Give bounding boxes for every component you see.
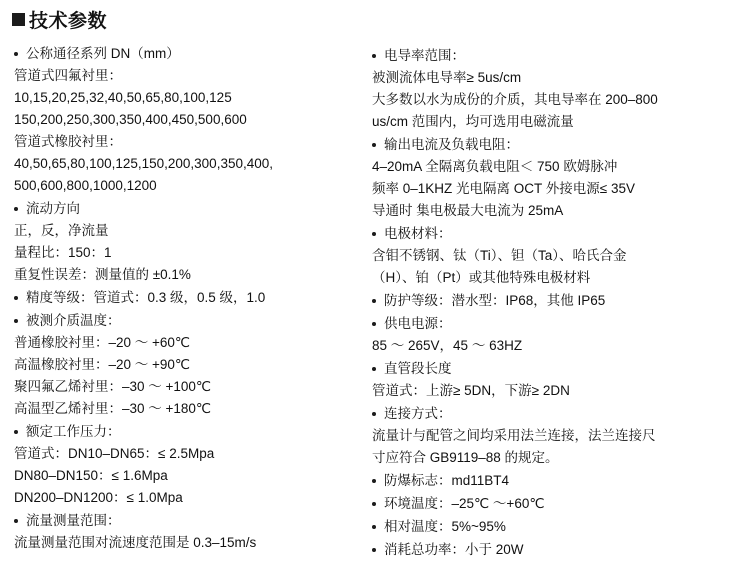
spec-line: 40,50,65,80,100,125,150,200,300,350,400, [14, 156, 273, 171]
spec-lines [10, 65, 350, 197]
spec-heading: 防护等级：潜水型：IP68，其他 IP65 [368, 290, 708, 312]
spec-line: 高温型乙烯衬里：–30 ～ +180℃ [14, 401, 212, 416]
page-title-text: 技术参数 [29, 11, 108, 32]
spec-heading: 防爆标志：md11BT4 [368, 470, 708, 492]
spec-lines [10, 220, 350, 286]
spec-line: 500,600,800,1000,1200 [14, 178, 157, 193]
spec-entry [368, 539, 708, 561]
spec-heading: 流量测量范围： [10, 510, 350, 532]
spec-entry [368, 493, 708, 515]
spec-line: us/cm 范围内，均可选用电磁流量 [372, 114, 574, 129]
spec-line: 4–20mA 全隔离负载电阻＜ 750 欧姆脉冲 [372, 159, 618, 174]
spec-entry [10, 421, 350, 509]
spec-entry [368, 223, 708, 289]
spec-line: 重复性误差：测量值的 ±0.1% [14, 267, 191, 282]
spec-heading: 公称通径系列 DN（mm） [10, 43, 350, 65]
spec-lines [368, 156, 708, 222]
spec-entry [368, 313, 708, 357]
spec-line: 大多数以水为成份的介质，其电导率在 200–800 [372, 92, 658, 107]
spec-columns [10, 43, 729, 562]
spec-line: 管道式：DN10–DN65：≤ 2.5Mpa [14, 446, 215, 461]
spec-entry [368, 134, 708, 222]
spec-line: 流量测量范围对流速度范围是 0.3–15m/s [14, 535, 257, 550]
spec-entry [368, 403, 708, 469]
spec-heading: 精度等级：管道式：0.3 级，0.5 级，1.0 [10, 287, 350, 309]
spec-entry [368, 45, 708, 133]
spec-heading: 流动方向 [10, 198, 350, 220]
spec-heading: 电导率范围： [368, 45, 708, 67]
spec-line: 导通时 集电极最大电流为 25mA [372, 203, 564, 218]
spec-line: （H）、铂（Pt）或其他特殊电极材料 [372, 270, 591, 285]
spec-line: 量程比：150：1 [14, 245, 112, 260]
spec-lines [368, 67, 708, 133]
spec-heading: 直管段长度 [368, 358, 708, 380]
spec-heading: 被测介质温度： [10, 310, 350, 332]
spec-line: 管道式：上游≥ 5DN，下游≥ 2DN [372, 383, 570, 398]
spec-entry [10, 310, 350, 420]
spec-heading: 电极材料： [368, 223, 708, 245]
spec-line: 含钼不锈钢、钛（Ti）、钽（Ta）、哈氏合金 [372, 248, 627, 263]
spec-entry [368, 470, 708, 492]
spec-line: 10,15,20,25,32,40,50,65,80,100,125 [14, 90, 232, 105]
spec-heading: 连接方式： [368, 403, 708, 425]
spec-line: 150,200,250,300,350,400,450,500,600 [14, 112, 247, 127]
page-title [12, 6, 729, 33]
spec-line: 被测流体电导率≥ 5us/cm [372, 70, 522, 85]
spec-line: DN80–DN150：≤ 1.6Mpa [14, 468, 168, 483]
spec-heading: 消耗总功率：小于 20W [368, 539, 708, 561]
left-column [10, 43, 350, 562]
spec-heading: 环境温度：–25℃ ～+60℃ [368, 493, 708, 515]
spec-line: 管道式橡胶衬里： [14, 134, 122, 149]
square-bullet-icon [12, 13, 25, 26]
spec-heading: 相对温度：5%~95% [368, 516, 708, 538]
spec-entry [10, 510, 350, 554]
spec-line: 正，反，净流量 [14, 223, 109, 238]
spec-line: 流量计与配管之间均采用法兰连接，法兰连接尺 [372, 428, 656, 443]
right-column [368, 43, 708, 562]
spec-lines [10, 532, 350, 554]
spec-line: DN200–DN1200：≤ 1.0Mpa [14, 490, 183, 505]
spec-line: 85 ～ 265V，45 ～ 63HZ [372, 338, 523, 353]
spec-lines [10, 443, 350, 509]
spec-line: 普通橡胶衬里：–20 ～ +60℃ [14, 335, 191, 350]
spec-entry [10, 43, 350, 197]
spec-entry [368, 358, 708, 402]
spec-entry [368, 290, 708, 312]
spec-line: 管道式四氟衬里： [14, 68, 122, 83]
spec-lines [368, 425, 708, 469]
spec-line: 聚四氟乙烯衬里：–30 ～ +100℃ [14, 379, 212, 394]
spec-lines [368, 335, 708, 357]
spec-entry [10, 198, 350, 286]
spec-entry [368, 516, 708, 538]
spec-heading: 输出电流及负载电阻： [368, 134, 708, 156]
spec-heading: 供电电源： [368, 313, 708, 335]
spec-line: 频率 0–1KHZ 光电隔离 OCT 外接电源≤ 35V [372, 181, 635, 196]
spec-line: 高温橡胶衬里：–20 ～ +90℃ [14, 357, 191, 372]
spec-lines [368, 380, 708, 402]
spec-line: 寸应符合 GB9119–88 的规定。 [372, 450, 559, 465]
spec-lines [10, 332, 350, 420]
spec-entry [10, 287, 350, 309]
spec-lines [368, 245, 708, 289]
spec-heading: 额定工作压力： [10, 421, 350, 443]
